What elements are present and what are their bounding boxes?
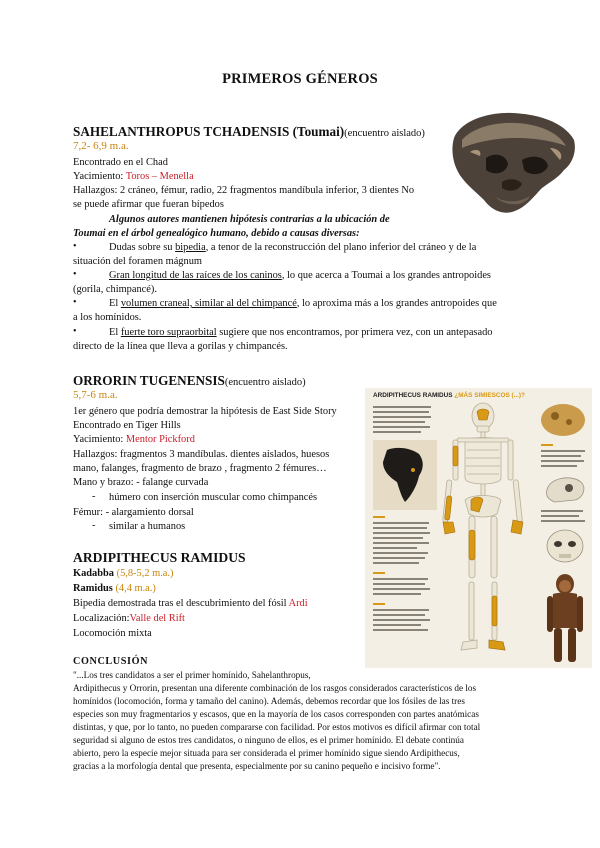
plate-title-b: ¿MÁS SIMIESCOS (...)? [454,392,525,399]
conclusion-line-1: "...Los tres candidatos a ser el primer homínido, Sahelanthropus, [73,670,311,680]
orrorin-line-1: 1er género que podría demostrar la hipótesis de East Side Story [73,406,337,417]
site-value: Toros – Menella [125,171,194,182]
dash-1: - [92,491,96,502]
orrorin-site [73,433,195,446]
conclusion-line-5: distintas, y que, por lo tanto, no pueden compararse con facilidad. Por estos motivos es difícil afirmar con total [73,722,481,732]
orrorin-note: (encuentro aislado) [224,377,306,388]
sahelanthropus-age: 7,2- 6,9 m.a. [73,140,129,152]
hypothesis-line-1: Algunos autores mantienen hipótesis contrarias a la ubicación de [109,214,390,225]
orrorin-age: 5,7-6 m.a. [73,389,118,401]
skull-side-view [541,472,589,506]
bullet-2-line-2: (gorila, chimpancé). [73,284,157,295]
ardipithecus-heading: ARDIPITHECUS RAMIDUS [73,550,246,565]
kadabba-line [73,567,173,580]
b4-underline: fuerte toro supraorbital [120,327,217,338]
orrorin-line-6: Mano y brazo: - falange curvada [73,477,209,488]
b4-post: sugiere que nos encontramos, por primera vez, con un antepasado [216,327,493,338]
sahelanthropus-heading [73,124,425,140]
bullet-4-line-2: directo de la línea que lleva a gorilas y chimpancés. [73,341,288,352]
bullet-3-line-1 [109,297,497,310]
ardi-reconstruction-figure [541,572,589,664]
b1-post: , a tenor de la reconstrucción del plano inferior del cráneo y de la [205,242,477,253]
sahelanthropus-finds-2: se puede afirmar que fueran bípedos [73,199,224,210]
ramidus-label: Ramidus [73,583,113,594]
kadabba-label: Kadabba [73,568,115,579]
ardipithecus-skeleton-infographic [365,388,592,668]
hypothesis-line-2: Toumai en el árbol genealógico humano, debido a causas diversas: [73,228,360,239]
sahelanthropus-site [73,170,194,183]
ramidus-age: (4,4 m.a.) [112,583,156,594]
orrorin-dash-1: húmero con inserción muscular como chimpancés [109,492,318,503]
sahelanthropus-finds-1: Hallazgos: 2 cráneo, fémur, radio, 22 fragmentos mandíbula inferior, 3 dientes No [73,185,415,196]
sahelanthropus-note: (encuentro aislado) [344,128,425,139]
ardi-location-line [73,612,185,625]
sahelanthropus-name: SAHELANTHROPUS TCHADENSIS (Toumai) [73,124,345,139]
fossil-fragments-image [537,400,589,440]
dash-2: - [92,520,96,531]
bullet-2: • [73,269,77,280]
toumai-skull-image [446,108,578,216]
kadabba-age: (5,8-5,2 m.a.) [114,568,174,579]
orrorin-heading [73,373,306,389]
b3-post: , lo aproxima más a los grandes antropoides que [296,298,497,309]
conclusion-line-4: especies son muy fragmentarios y escasos, que en la mayoría de los casos corresponden con partes anatómicas [73,709,479,719]
plate-title [373,392,525,399]
b3-underline: volumen craneal, similar al del chimpancé [120,298,297,309]
bullet-3-line-2: a los homínidos. [73,312,142,323]
orrorin-site-label: Yacimiento: [73,434,126,445]
sahelanthropus-found: Encontrado en el Chad [73,157,168,168]
conclusion-line-2: Ardipithecus y Orrorin, presentan una diferente combinación de los rasgos considerados característicos de los [73,683,477,693]
skull-front-view [541,528,589,566]
orrorin-site-value: Mentor Pickford [125,434,195,445]
ramidus-line [73,582,156,595]
bullet-1-line-1 [109,241,476,254]
b4-pre: El [109,327,121,338]
conclusion-heading: CONCLUSIÓN [73,656,149,667]
bullet-3: • [73,297,77,308]
plate-title-a: ARDIPITHECUS RAMIDUS [373,392,453,399]
b3-pre: El [109,298,121,309]
conclusion-line-8: gracias a la morfología dental que presenta, especialmente por su canino pequeño e incisivo forme". [73,761,441,771]
bullet-4-line-1 [109,326,492,339]
b1-pre: Dudas sobre su [109,242,176,253]
skeleton-illustration [431,400,535,664]
orrorin-line-4: Hallazgos: fragmentos 3 mandíbulas. dientes aislados, huesos [73,449,330,460]
ardi-name: Ardi [288,598,308,609]
b2-post: , lo que acerca a Toumai a los grandes antropoides [281,270,491,281]
orrorin-name: ORRORIN TUGENENSIS [73,373,225,388]
conclusion-line-7: abierto, pero la especie mejor situada para ser considerada el primer homínido sigue siendo Ardipithecus, [73,748,460,758]
conclusion-line-3: homínidos (locomoción, forma y tamaño del canino). Además, debemos recordar que los fósiles de las tres [73,696,465,706]
orrorin-line-5: mano, falanges, fragmento de brazo , fragmento 2 fémures… [73,463,327,474]
site-label: Yacimiento: [73,171,126,182]
page-title: PRIMEROS GÉNEROS [222,71,378,87]
bipedia-text: Bipedia demostrada tras el descubrimiento del fósil [73,598,289,609]
bullet-4: • [73,326,77,337]
location-label: Localización: [73,613,130,624]
africa-map [373,440,437,510]
location-value: Valle del Rift [129,613,185,624]
orrorin-line-2: Encontrado en Tiger Hills [73,420,181,431]
b1-underline: bipedia [175,242,206,253]
b2-underline: Gran longitud de las raíces de los caninos [109,270,282,281]
conclusion-line-6: seguridad si alguno de estos tres candidatos, o ninguno de ellos, es el primer homínido. El debate continúa [73,735,464,745]
bullet-1-line-2: situación del foramen mágnum [73,256,202,267]
orrorin-dash-2: similar a humanos [109,521,186,532]
ardi-bipedia-line [73,597,308,610]
bullet-2-line-1 [109,269,491,282]
orrorin-line-8: Fémur: - alargamiento dorsal [73,507,194,518]
ardi-locomotion-line: Locomoción mixta [73,628,152,639]
bullet-1: • [73,241,77,252]
